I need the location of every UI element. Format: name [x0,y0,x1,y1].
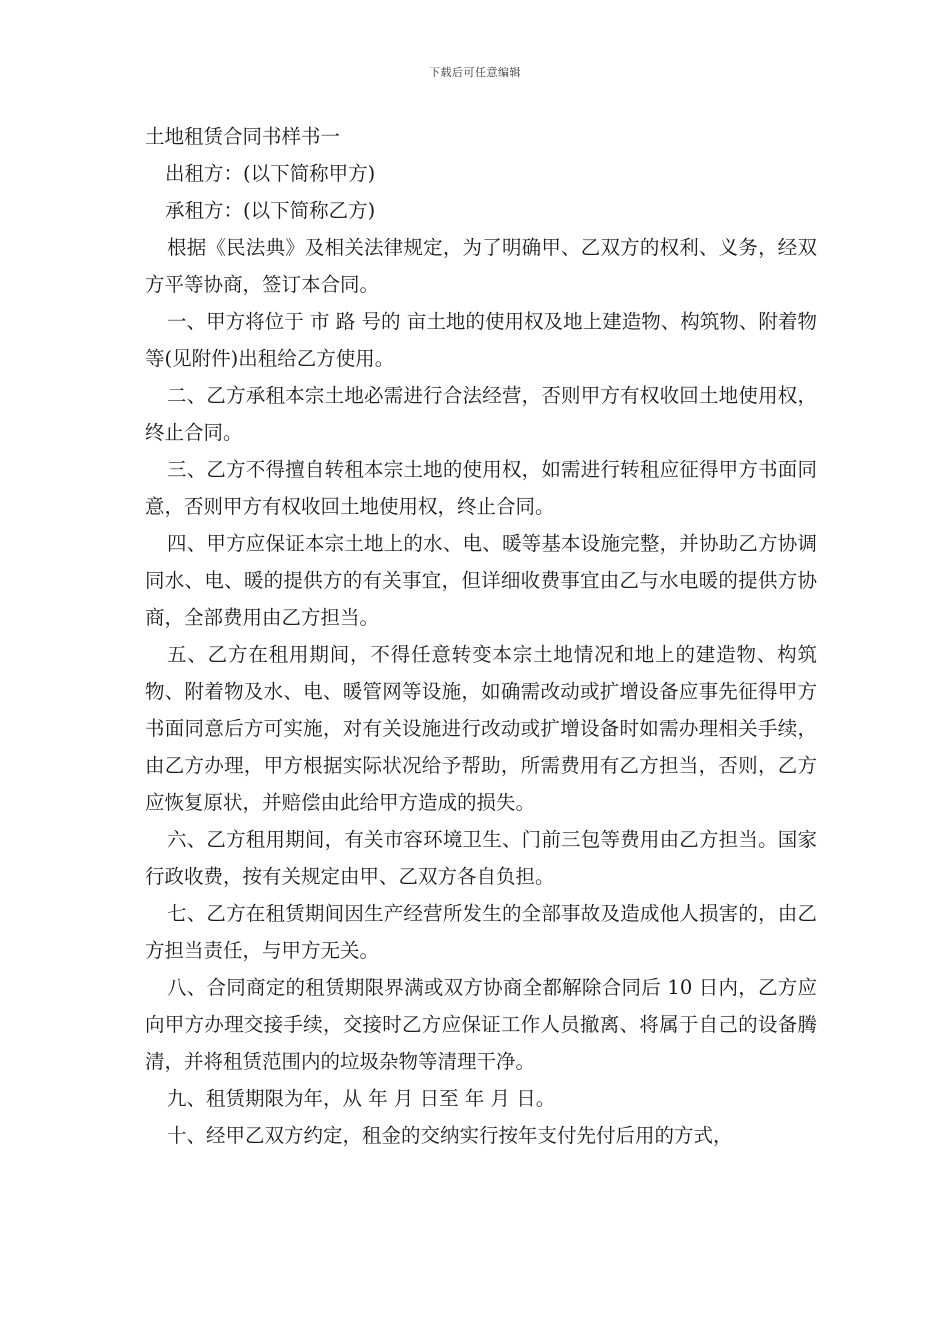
clause-10: 十、经甲乙双方约定，租金的交纳实行按年支付先付后用的方式， [167,1124,733,1147]
lessee-line: 承租方：(以下简称乙方) [165,199,376,222]
lessor-line: 出租方：(以下简称甲方) [165,162,376,185]
clause-7: 七、乙方在租赁期间因生产经营所发生的全部事故及造成他人损害的，由乙方担当责任，与甲方无关。 [145,902,817,962]
document-title: 土地租赁合同书样书一 [145,125,341,148]
preamble-paragraph: 根据《民法典》及相关法律规定，为了明确甲、乙双方的权利、义务，经双方平等协商，签订本合同。 [145,236,817,296]
header-note: 下载后可任意编辑 [429,66,521,79]
clause-9: 九、租赁期限为年，从 年 月 日至 年 月 日。 [167,1087,556,1110]
clause-8: 八、合同商定的租赁期限界满或双方协商全都解除合同后 10 日内，乙方应向甲方办理交接手续，交接时乙方应保证工作人员撤离、将属于自己的设备腾清，并将租赁范围内的垃圾杂物等清理干净。 [145,976,817,1073]
clause-1: 一、甲方将位于 市 路 号的 亩土地的使用权及地上建造物、构筑物、附着物等(见附件)出租给乙方使用。 [145,310,817,370]
clause-2: 二、乙方承租本宗土地必需进行合法经营，否则甲方有权收回土地使用权，终止合同。 [145,384,817,444]
clause-4: 四、甲方应保证本宗土地上的水、电、暖等基本设施完整，并协助乙方协调同水、电、暖的提供方的有关事宜，但详细收费事宜由乙与水电暖的提供方协商，全部费用由乙方担当。 [145,532,817,629]
clause-5: 五、乙方在租用期间，不得任意转变本宗土地情况和地上的建造物、构筑物、附着物及水、电、暖管网等设施，如确需改动或扩增设备应事先征得甲方书面同意后方可实施，对有关设施进行改动或扩增设备时如需办理相关手续，由乙方办理，甲方根据实际状况给予帮助，所需费用有乙方担当，否则，乙方应恢复原状，并赔偿由此给甲方造成的损失。 [145,643,817,814]
document-body [145,118,817,1154]
clause-3: 三、乙方不得擅自转租本宗土地的使用权，如需进行转租应征得甲方书面同意，否则甲方有权收回土地使用权，终止合同。 [145,458,817,518]
clause-6: 六、乙方租用期间，有关市容环境卫生、门前三包等费用由乙方担当。国家行政收费，按有关规定由甲、乙双方各自负担。 [145,828,817,888]
